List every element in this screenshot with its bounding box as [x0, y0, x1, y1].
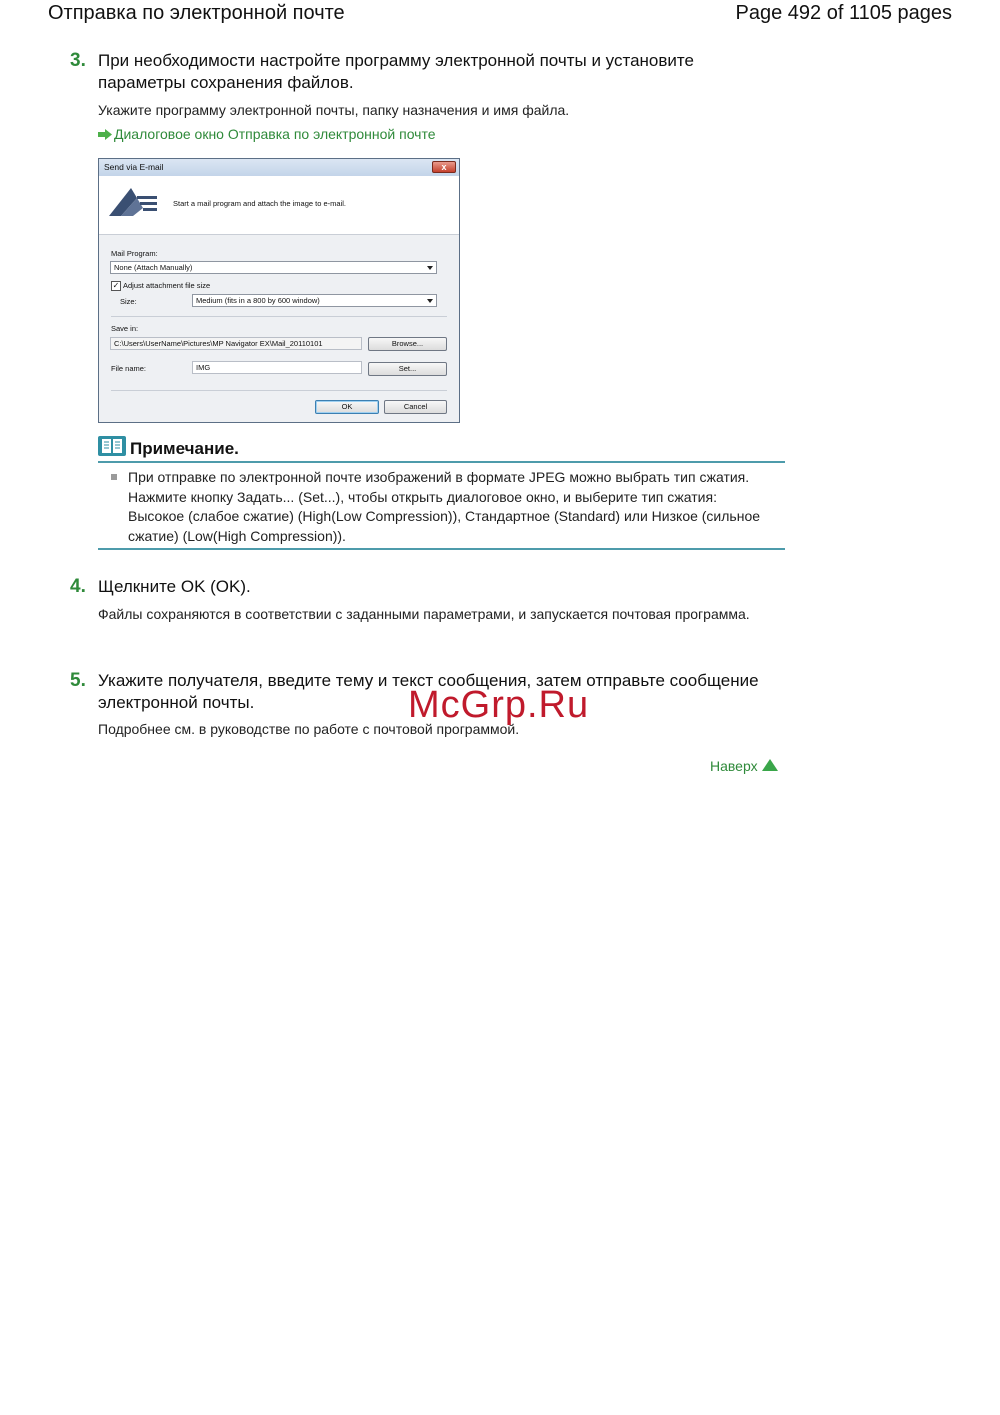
step-5-title: Укажите получателя, введите тему и текст сообщения, затем отправьте сообщение электронной почты. — [98, 671, 759, 712]
mail-program-label: Mail Program: — [111, 249, 158, 258]
size-value: Medium (fits in a 800 by 600 window) — [196, 296, 320, 305]
step-4-number: 4. — [70, 576, 86, 597]
step-3-description: Укажите программу электронной почты, папку назначения и имя файла. — [98, 102, 570, 118]
step-5-description: Подробнее см. в руководстве по работе с почтовой программой. — [98, 721, 520, 737]
ok-button[interactable]: OK — [315, 400, 379, 414]
page-title: Отправка по электронной почте — [48, 2, 345, 24]
file-name-field[interactable]: IMG — [192, 361, 362, 374]
adjust-size-checkbox[interactable]: ✓ — [112, 281, 120, 290]
size-select[interactable] — [192, 294, 437, 307]
step-4-description: Файлы сохраняются в соответствии с заданными параметрами, и запускается почтовая программа. — [98, 606, 750, 622]
mail-program-select[interactable] — [110, 261, 437, 274]
step-5-number: 5. — [70, 670, 86, 691]
send-via-email-dialog — [98, 158, 460, 423]
dialog-title: Send via E-mail — [104, 162, 164, 172]
mail-program-value: None (Attach Manually) — [114, 263, 193, 272]
dialog-link[interactable] — [98, 126, 436, 142]
dialog-link-label: Диалоговое окно Отправка по электронной почте — [114, 126, 436, 142]
watermark: McGrp.Ru — [408, 684, 590, 726]
page-counter: Page 492 of 1105 pages — [735, 2, 952, 24]
browse-button[interactable]: Browse... — [368, 337, 447, 351]
note-heading — [98, 436, 239, 461]
mail-send-icon — [107, 186, 159, 220]
cancel-button[interactable]: Cancel — [384, 400, 447, 414]
dialog-divider — [111, 390, 447, 391]
back-to-top-link[interactable] — [710, 758, 778, 774]
back-to-top-label: Наверх — [710, 758, 758, 774]
dialog-titlebar — [99, 159, 459, 177]
dialog-divider — [111, 316, 447, 317]
step-3-number: 3. — [70, 50, 86, 71]
step-4-title: Щелкните OK (OK). — [98, 577, 251, 596]
size-label: Size: — [120, 297, 137, 306]
chevron-down-icon — [427, 266, 433, 270]
note-top-rule — [98, 461, 785, 463]
close-icon[interactable]: x — [432, 161, 456, 173]
book-icon — [98, 436, 126, 461]
note-text: При отправке по электронной почте изображений в формате JPEG можно выбрать тип сжатия. Нажмите кнопку Задать... (Set...), чтобы открыть диалоговое окно, и выберите тип сжатия: Высокое (слабое сжатие) (High(Low Compression)), Стандартное (Standard) или Низкое (сильное сжатие) (Low(High Compression)). — [128, 469, 761, 544]
step-3-title: При необходимости настройте программу электронной почты и установите параметры сохранения файлов. — [98, 51, 694, 92]
bullet-square-icon — [111, 474, 117, 480]
note-heading-label: Примечание. — [130, 438, 239, 458]
adjust-size-label: Adjust attachment file size — [123, 281, 211, 290]
dialog-intro-text: Start a mail program and attach the image to e-mail. — [173, 199, 346, 208]
dialog-header-area — [99, 176, 459, 235]
file-name-label: File name: — [111, 364, 147, 373]
chevron-down-icon — [427, 299, 433, 303]
save-in-field: C:\Users\UserName\Pictures\MP Navigator EX\Mail_20110101 — [110, 337, 362, 350]
arrow-right-icon — [98, 129, 112, 140]
note-bottom-rule — [98, 548, 785, 550]
set-button[interactable]: Set... — [368, 362, 447, 376]
triangle-up-icon — [762, 758, 778, 774]
save-in-label: Save in: — [111, 324, 139, 333]
